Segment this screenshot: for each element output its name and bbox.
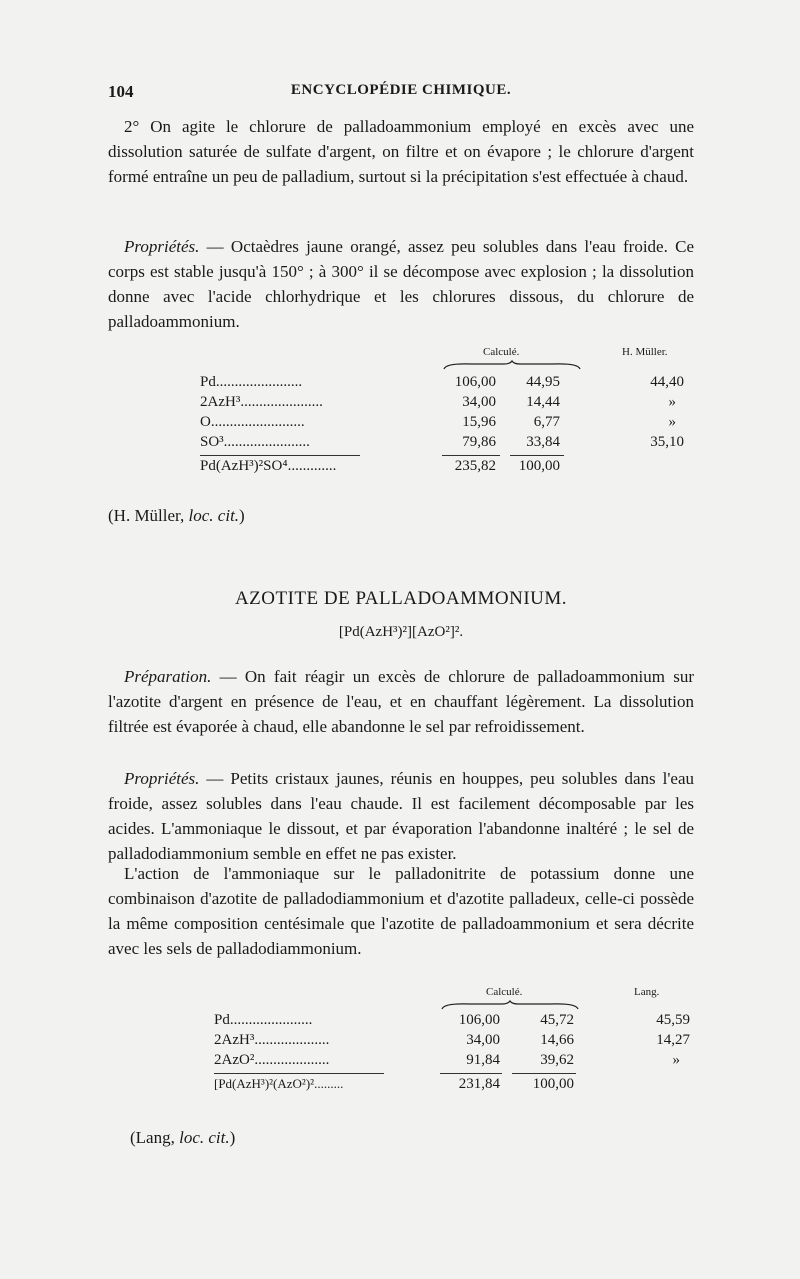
action-paragraph: L'action de l'ammoniaque sur le palladonitrite de potassium donne une combinaison d'azotite de palladodiammonium et d'azotite palladeux, celle-ci possède la même composition centésimale que l'azotite de palladoammonium et sera décrite avec les sels de palladodiammonium.: [108, 864, 694, 958]
table1-sum-rule-percent: [510, 455, 564, 456]
section-formula: [Pd(AzH³)²][AzO²]².: [338, 624, 464, 640]
row-value-found: 35,10: [650, 434, 684, 450]
properties-label: Propriétés.: [124, 769, 200, 788]
row-value-found: »: [668, 414, 676, 430]
properties-paragraph-1: [108, 234, 694, 334]
row-value-percent: 14,66: [540, 1032, 574, 1048]
table-row: [214, 1032, 704, 1052]
row-value-percent: 39,62: [540, 1052, 574, 1068]
row-value-percent: 45,72: [540, 1012, 574, 1028]
row-label: 2AzO²....................: [214, 1052, 330, 1068]
properties-paragraph-2: [108, 766, 694, 866]
row-value-weight: 106,00: [458, 1012, 500, 1028]
composition-table-1: [200, 344, 700, 494]
table1-header-calculated: Calculé.: [483, 346, 520, 358]
total-label: Pd(AzH³)²SO⁴.............: [200, 458, 337, 474]
table-row: [214, 1012, 704, 1032]
composition-table-2: [214, 984, 704, 1114]
row-value-weight: 91,84: [466, 1052, 500, 1068]
table-row: [200, 434, 700, 454]
row-value-percent: 33,84: [526, 434, 560, 450]
page-number: 104: [108, 82, 134, 101]
preparation-text: — On fait réagir un excès de chlorure de palladoammonium sur l'azotite d'argent en présence de l'eau, et en chauffant légèrement. La dissolution filtrée est évaporée à chaud, elle abandonne le sel par refroidissement.: [108, 667, 694, 736]
citation-lang: (Lang, loc. cit.): [130, 1128, 236, 1147]
table2-header-found: Lang.: [634, 986, 660, 998]
total-weight: 235,82: [454, 458, 496, 474]
table1-header-found: H. Müller.: [622, 346, 668, 358]
preparation-paragraph: [108, 664, 694, 739]
row-value-found: 44,40: [650, 374, 684, 390]
table2-sum-rule-weight: [440, 1073, 502, 1074]
row-value-found: 14,27: [656, 1032, 690, 1048]
section-title: AZOTITE DE PALLADOAMMONIUM.: [234, 588, 568, 609]
table2-sum-rule-label: [214, 1073, 384, 1074]
prep-method-2-paragraph: 2° On agite le chlorure de palladoammonium employé en excès avec une dissolution saturée de sulfate d'argent, on filtre et on évapore ; le chlorure d'argent formé entraîne un peu de palladium, surtout si la précipitation s'est effectuée à chaud.: [108, 117, 694, 186]
table1-brace: [442, 360, 582, 370]
row-value-weight: 79,86: [462, 434, 496, 450]
table2-brace: [440, 1000, 580, 1010]
row-value-weight: 34,00: [466, 1032, 500, 1048]
preparation-label: Préparation.: [124, 667, 212, 686]
row-value-found: 45,59: [656, 1012, 690, 1028]
table-row: [214, 1052, 704, 1072]
row-label: 2AzH³....................: [214, 1032, 330, 1048]
row-value-found: »: [672, 1052, 680, 1068]
table1-sum-rule-label: [200, 455, 360, 456]
running-title: ENCYCLOPÉDIE CHIMIQUE.: [290, 82, 512, 98]
table-total-row: [200, 458, 700, 478]
properties-text: — Octaèdres jaune orangé, assez peu solubles dans l'eau froide. Ce corps est stable jusqu'à 150° ; à 300° il se décompose avec explosion ; la dissolution donne avec l'acide chlorhydrique et les chlorures dissous, du chlorure de palladoammonium.: [108, 237, 694, 331]
properties-text: — Petits cristaux jaunes, réunis en houppes, peu solubles dans l'eau froide, assez solubles dans l'eau chaude. Il est facilement décomposable par les acides. L'ammoniaque le dissout, et par évaporation l'abandonne inaltéré ; le sel de palladodiammonium semble en effet ne pas exister.: [108, 769, 694, 863]
row-value-weight: 106,00: [454, 374, 496, 390]
row-value-percent: 44,95: [526, 374, 560, 390]
total-weight: 231,84: [458, 1076, 500, 1092]
row-label: Pd......................: [214, 1012, 313, 1028]
page-header: [108, 82, 694, 106]
total-percent: 100,00: [532, 1076, 574, 1092]
row-label: Pd.......................: [200, 374, 303, 390]
row-value-percent: 14,44: [526, 394, 560, 410]
citation-mueller: (H. Müller, loc. cit.): [108, 506, 245, 525]
table2-sum-rule-percent: [512, 1073, 576, 1074]
row-value-percent: 6,77: [533, 414, 560, 430]
table-total-row: [214, 1076, 704, 1096]
row-value-found: »: [668, 394, 676, 410]
total-label: [Pd(AzH³)²(AzO²)².........: [214, 1076, 344, 1091]
table-row: [200, 394, 700, 414]
row-label: O.........................: [200, 414, 305, 430]
row-label: 2AzH³......................: [200, 394, 323, 410]
table-row: [200, 374, 700, 394]
table2-header-calculated: Calculé.: [486, 986, 523, 998]
row-value-weight: 15,96: [462, 414, 496, 430]
table1-sum-rule-weight: [442, 455, 500, 456]
properties-label: Propriétés.: [124, 237, 200, 256]
total-percent: 100,00: [518, 458, 560, 474]
row-label: SO³.......................: [200, 434, 310, 450]
table-row: [200, 414, 700, 434]
row-value-weight: 34,00: [462, 394, 496, 410]
